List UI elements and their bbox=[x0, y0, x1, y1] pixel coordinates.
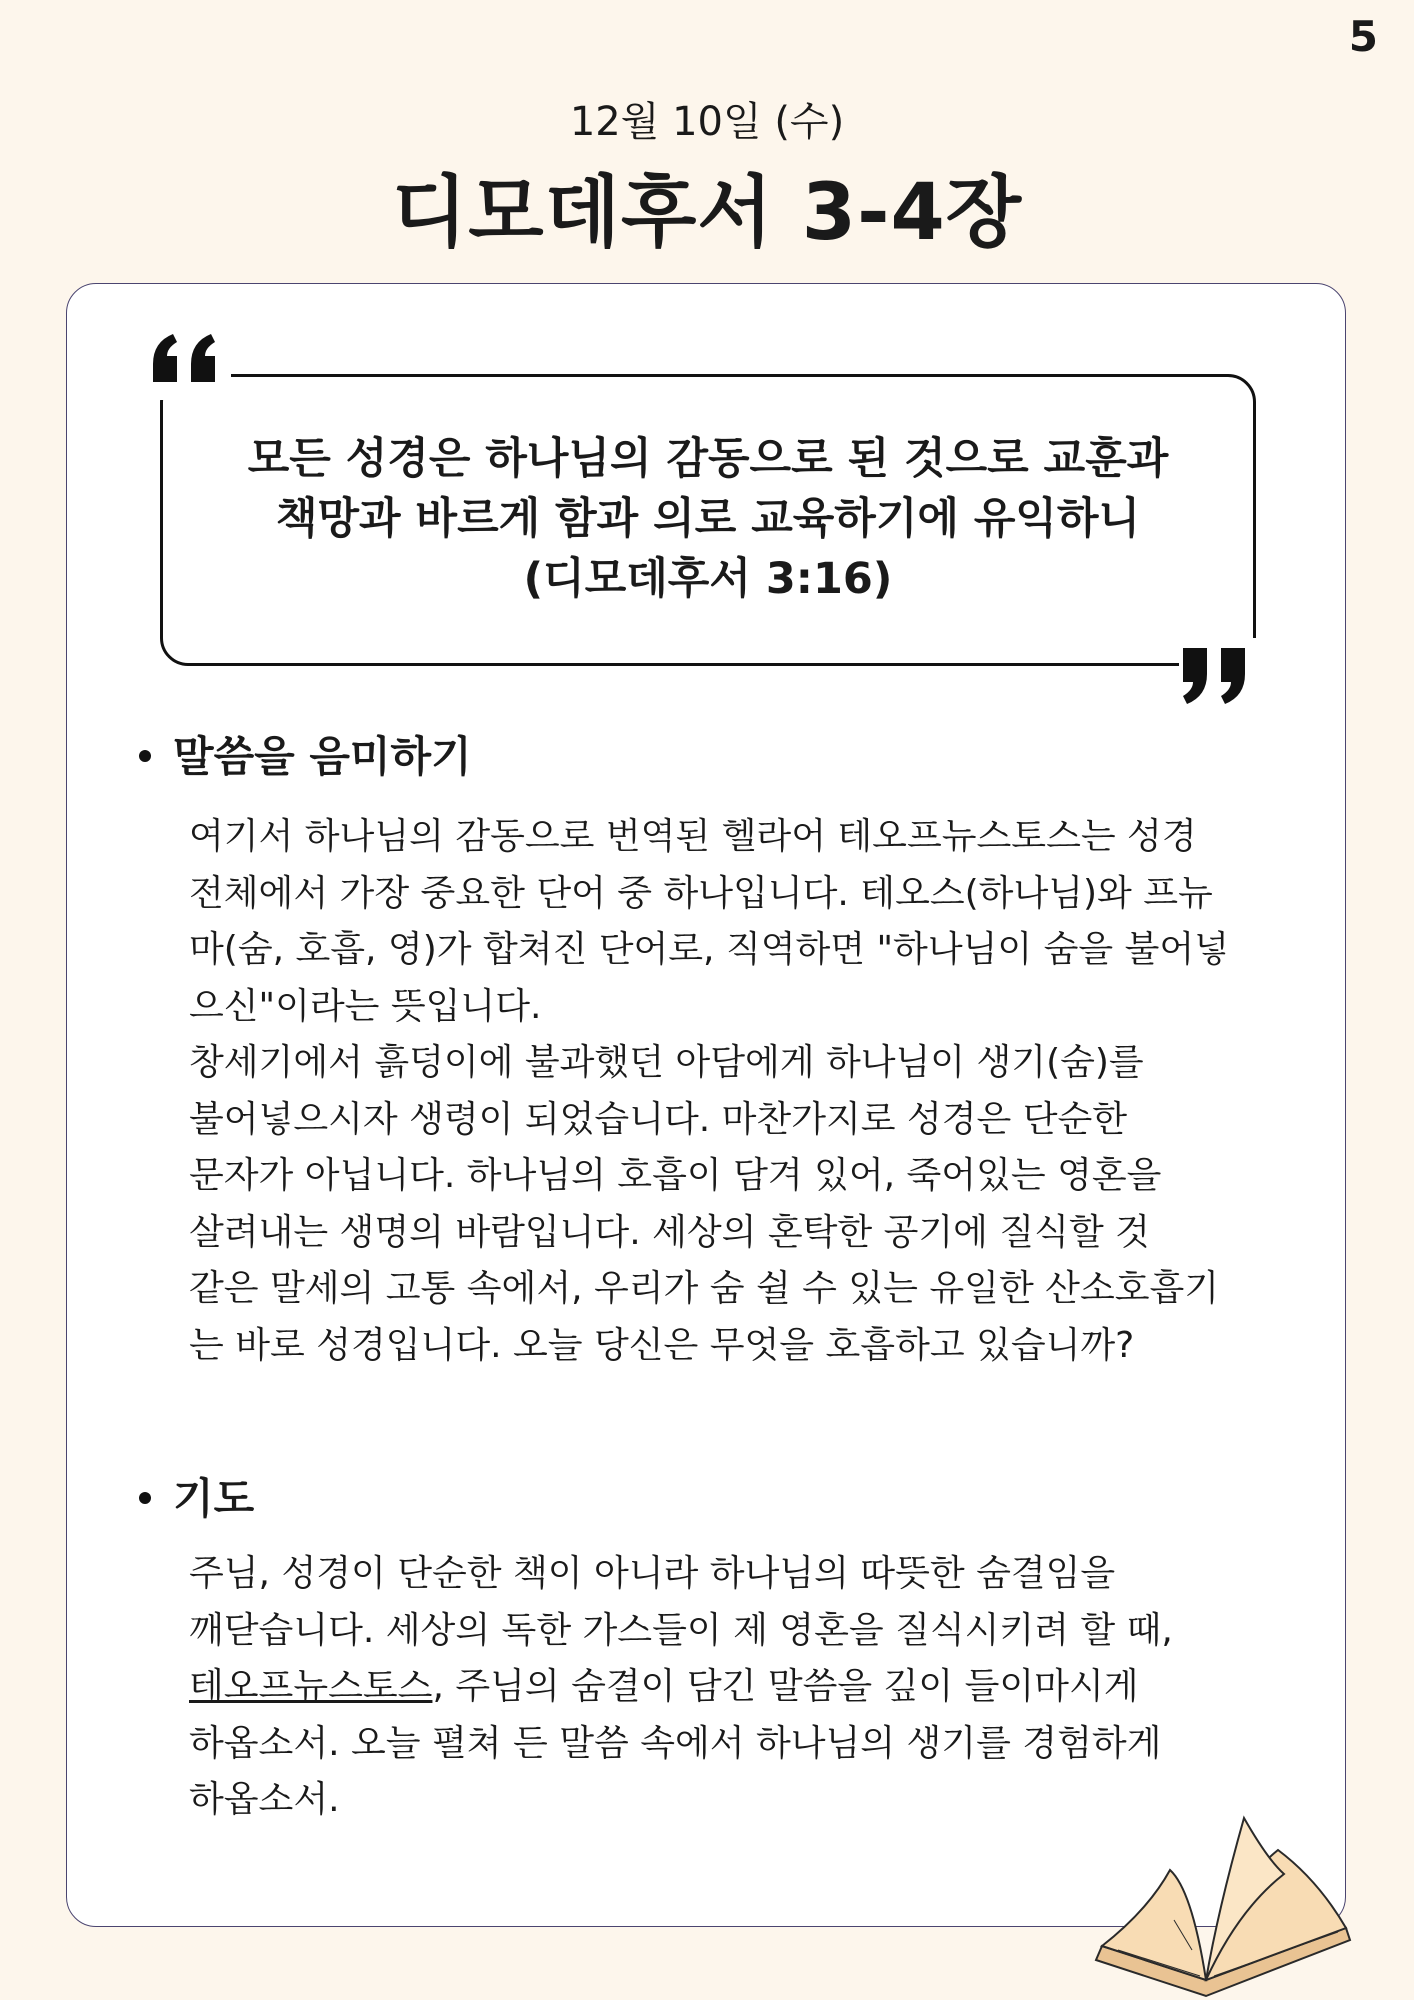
paragraph-line: 주님, 성경이 단순한 책이 아니라 하나님의 따뜻한 숨결임을 bbox=[189, 1553, 1116, 1594]
bullet-icon bbox=[139, 750, 151, 762]
date-heading: 12월 10일 (수) bbox=[569, 99, 845, 145]
quote-reference: (디모데후서 3:16) bbox=[523, 554, 893, 604]
paragraph-line: 같은 말세의 고통 속에서, 우리가 숨 쉴 수 있는 유일한 산소호흡기 bbox=[189, 1268, 1220, 1309]
paragraph-line: 불어넣으시자 생령이 되었습니다. 마찬가지로 성경은 단순한 bbox=[189, 1098, 1128, 1140]
quote-text bbox=[163, 429, 1253, 609]
close-quote-icon bbox=[1179, 638, 1259, 718]
quote-box bbox=[160, 374, 1256, 666]
section-heading-prayer bbox=[139, 1466, 254, 1526]
paragraph-line: 문자가 아닙니다. 하나님의 호흡이 담겨 있어, 죽어있는 영혼을 bbox=[189, 1155, 1162, 1196]
content-card bbox=[66, 283, 1346, 1927]
bullet-icon bbox=[139, 1492, 151, 1504]
quote-line: 모든 성경은 하나님의 감동으로 된 것으로 교훈과 bbox=[247, 434, 1169, 484]
paragraph-line: 하옵소서. bbox=[189, 1779, 340, 1820]
section-heading-label: 말씀을 음미하기 bbox=[173, 732, 472, 781]
underlined-term: 테오프뉴스토스 bbox=[189, 1666, 433, 1707]
section-heading-meditation bbox=[139, 724, 472, 784]
paragraph-line: 전체에서 가장 중요한 단어 중 하나입니다. 테오스(하나님)와 프뉴 bbox=[189, 872, 1213, 914]
paragraph-line: 창세기에서 흙덩이에 불과했던 아담에게 하나님이 생기(숨)를 bbox=[189, 1042, 1144, 1083]
quote-line: 책망과 바르게 함과 의로 교육하기에 유익하니 bbox=[275, 494, 1141, 544]
paragraph-line: 으신"이라는 뜻입니다. bbox=[189, 985, 542, 1027]
open-quote-icon bbox=[147, 320, 231, 400]
page-title: 디모데후서 3-4장 bbox=[391, 168, 1023, 258]
prayer-paragraph bbox=[189, 1546, 1349, 1829]
paragraph-line: 깨닫습니다. 세상의 독한 가스들이 제 영혼을 질식시키려 할 때, bbox=[189, 1609, 1173, 1651]
paragraph-line: 는 바로 성경입니다. 오늘 당신은 무엇을 호흡하고 있습니까? bbox=[189, 1324, 1135, 1366]
paragraph-line bbox=[189, 1659, 1349, 1716]
paragraph-line: 여기서 하나님의 감동으로 번역된 헬라어 테오프뉴스토스는 성경 bbox=[189, 816, 1197, 857]
meditation-paragraph bbox=[189, 809, 1349, 1374]
page-number: 5 bbox=[1348, 12, 1378, 61]
open-book-icon bbox=[1088, 1800, 1358, 2000]
paragraph-line: 마(숨, 호흡, 영)가 합쳐진 단어로, 직역하면 "하나님이 숨을 불어넣 bbox=[189, 929, 1229, 970]
section-heading-label: 기도 bbox=[173, 1474, 255, 1523]
paragraph-line: 살려내는 생명의 바람입니다. 세상의 혼탁한 공기에 질식할 것 bbox=[189, 1211, 1150, 1253]
paragraph-text: , 주님의 숨결이 담긴 말씀을 깊이 들이마시게 bbox=[432, 1666, 1139, 1707]
paragraph-line: 하옵소서. 오늘 펼쳐 든 말씀 속에서 하나님의 생기를 경험하게 bbox=[189, 1722, 1162, 1764]
